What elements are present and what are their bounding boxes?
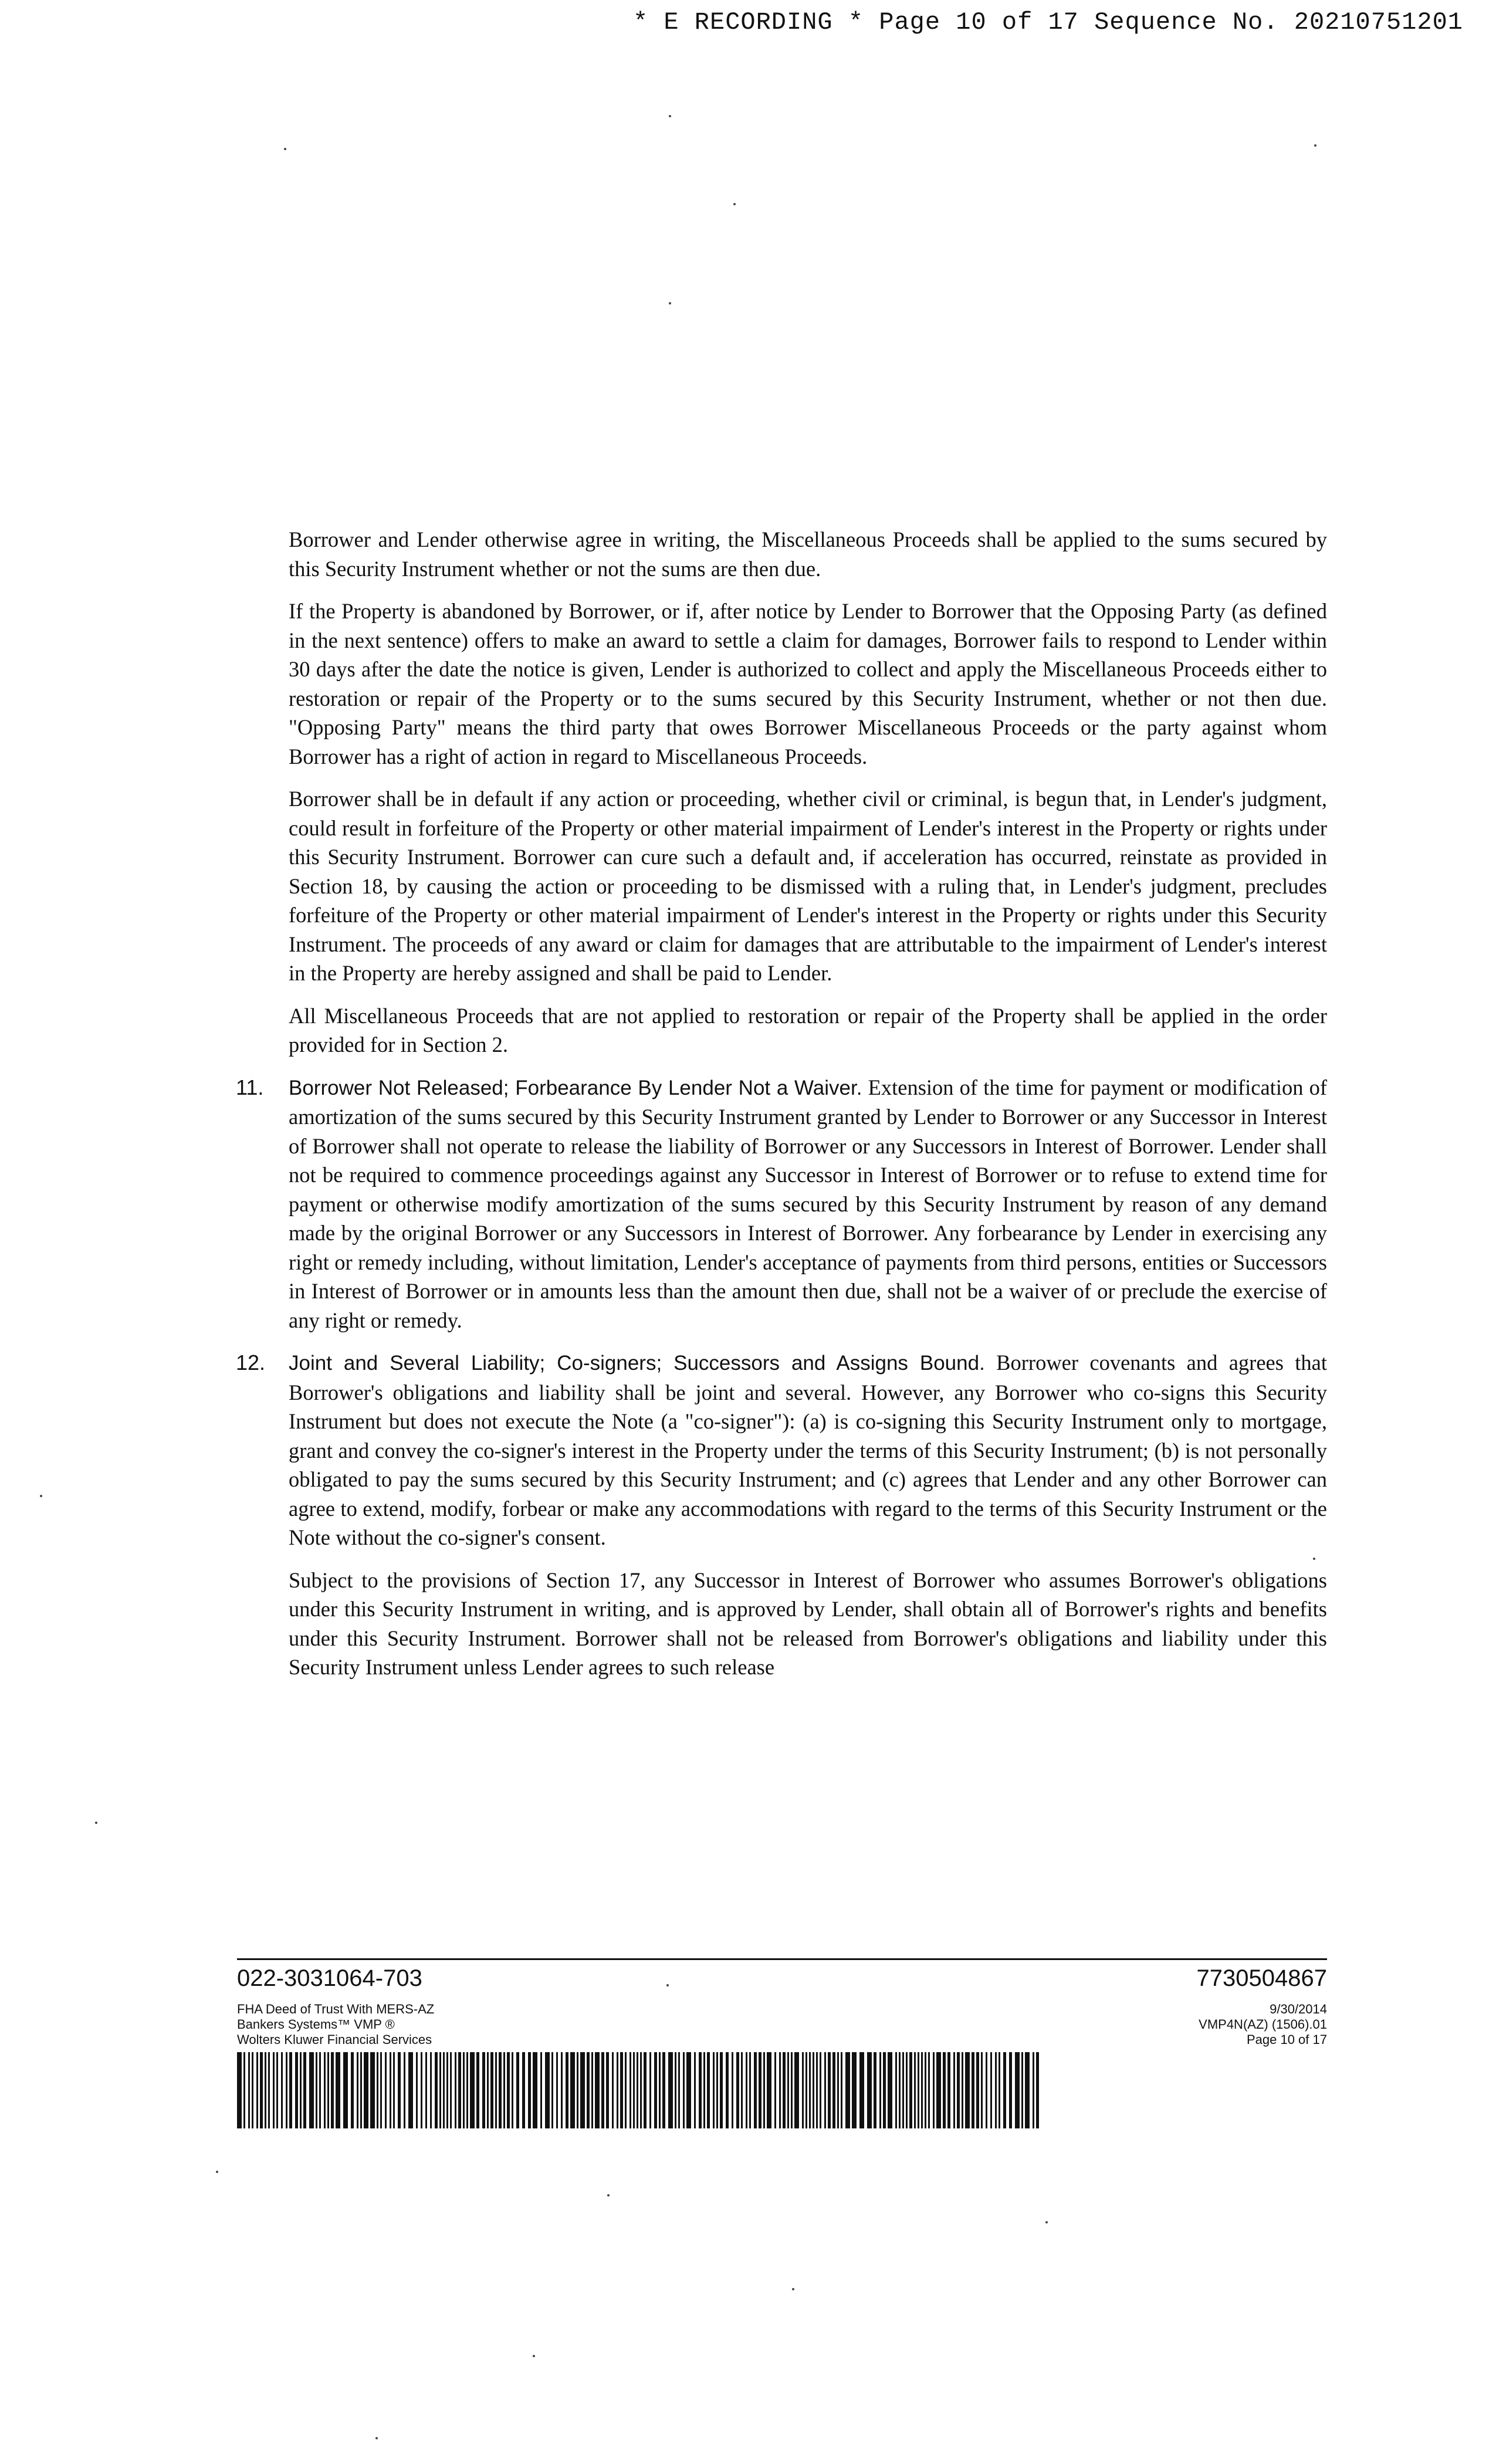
barcode-bar <box>495 2052 497 2128</box>
barcode-bar <box>962 2052 963 2128</box>
barcode-bar <box>580 2052 585 2128</box>
barcode-bar <box>243 2052 245 2128</box>
barcode-bar <box>591 2052 593 2128</box>
loan-number-left: 022-3031064-703 <box>237 1965 422 1991</box>
barcode-bar <box>430 2052 432 2128</box>
scan-speck <box>95 1822 97 1824</box>
barcode-bar <box>499 2052 502 2128</box>
barcode-bar <box>398 2052 401 2128</box>
barcode-bar <box>981 2052 983 2128</box>
barcode-bar <box>933 2052 935 2128</box>
barcode-bar <box>260 2052 263 2128</box>
barcode-bar <box>791 2052 793 2128</box>
footer-divider <box>237 1958 1327 1960</box>
recording-header: * E RECORDING * Page 10 of 17 Sequence No. 20210751201 <box>632 8 1463 36</box>
scan-speck <box>533 2355 535 2357</box>
barcode-bar <box>683 2052 685 2128</box>
barcode-bar <box>470 2052 475 2128</box>
barcode-bar <box>268 2052 270 2128</box>
barcode-bar <box>252 2052 253 2128</box>
barcode-bar <box>874 2052 876 2128</box>
barcode-bar <box>606 2052 609 2128</box>
barcode-bar <box>741 2052 743 2128</box>
barcode-bar <box>237 2052 242 2128</box>
scan-speck <box>669 115 671 117</box>
barcode-bar <box>458 2052 461 2128</box>
form-page-number: Page 10 of 17 <box>1246 2032 1327 2047</box>
barcode-bar <box>1025 2052 1030 2128</box>
barcode-bar <box>248 2052 250 2128</box>
barcode-bar <box>316 2052 317 2128</box>
document-body <box>236 525 1328 1695</box>
barcode-bar <box>1036 2052 1039 2128</box>
barcode-bar <box>1033 2052 1034 2128</box>
paragraph-property-abandoned: If the Property is abandoned by Borrower, or if, after notice by Lender to Borrower that the Opposing Party (as defined in the next sentence) offers to make an award to settle a claim for damages, Borrower fails to respond to Lender within 30 days after the date the notice is given, Lender is authorized to collect and apply the Miscellaneous Proceeds either to restoration or repair of the Property or to the sums secured by this Security Instrument, whether or not then due. "Opposing Party" means the third party that owes Borrower Miscellaneous Proceeds or the party against whom Borrower has a right of action in regard to Miscellaneous Proceeds. <box>289 599 1327 769</box>
barcode-bar <box>273 2052 275 2128</box>
barcode-bar <box>832 2052 835 2128</box>
form-identification <box>237 2002 434 2047</box>
barcode-bar <box>703 2052 705 2128</box>
scan-speck <box>375 2437 378 2439</box>
barcode-bar <box>309 2052 314 2128</box>
barcode-bar <box>487 2052 489 2128</box>
barcode-bar <box>841 2052 842 2128</box>
barcode-bar <box>637 2052 638 2128</box>
form-company: Wolters Kluwer Financial Services <box>237 2032 432 2047</box>
loan-number-right: 7730504867 <box>1196 1965 1327 1991</box>
barcode-bar <box>533 2052 537 2128</box>
barcode-bar <box>370 2052 375 2128</box>
barcode-bar <box>617 2052 618 2128</box>
barcode-bar <box>707 2052 710 2128</box>
barcode-bar <box>883 2052 886 2128</box>
barcode-bar <box>906 2052 908 2128</box>
scan-speck <box>40 1495 42 1497</box>
barcode-bar <box>947 2052 950 2128</box>
barcode-bar <box>649 2052 651 2128</box>
barcode-bar <box>476 2052 479 2128</box>
paragraph-borrower-default: Borrower shall be in default if any action or proceeding, whether civil or criminal, is begun that, in Lender's judgment, could result in forfeiture of the Property or other material impairment of Lender's interest in the Property or rights under this Security Instrument. Borrower can cure such a default and, if acceleration has occurred, reinstate as provided in Section 18, by causing the action or proceeding to be dismissed with a ruling that, in Lender's judgment, precludes forfeiture of the Property or other material impairment of Lender's interest in the Property or rights under this Security Instrument. The proceeds of any award or claim for damages that are attributable to the impairment of Lender's interest in the Property are hereby assigned and shall be paid to Lender. <box>289 787 1327 985</box>
barcode-bar <box>620 2052 623 2128</box>
barcode-bar <box>678 2052 680 2128</box>
barcode-bar <box>587 2052 590 2128</box>
barcode-bar <box>783 2052 786 2128</box>
barcode-bar <box>286 2052 287 2128</box>
barcode-bar <box>435 2052 438 2128</box>
barcode-bar <box>566 2052 568 2128</box>
scan-speck <box>607 2194 610 2196</box>
barcode-bar <box>351 2052 354 2128</box>
barcode-bar <box>816 2052 818 2128</box>
scan-speck <box>792 2288 794 2290</box>
barcode-bar <box>522 2052 525 2128</box>
section-12-heading: Joint and Several Liability; Co-signers; Successors and Assigns Bound. <box>289 1352 985 1375</box>
barcode-bar <box>377 2052 378 2128</box>
barcode-bar <box>443 2052 445 2128</box>
barcode-bar <box>675 2052 676 2128</box>
barcode-bar <box>918 2052 919 2128</box>
barcode-bar <box>936 2052 941 2128</box>
barcode-bar <box>813 2052 814 2128</box>
barcode-bar <box>867 2052 872 2128</box>
section-12-text: Borrower covenants and agrees that Borrower's obligations and liability shall be joint and several. However, any Borrower who co-signs this Security Instrument but does not execute the Note (a "co-signer"): (a) is co-signing this Security Instrument only to mortgage, grant and convey the co-signer's interest in the Property under the terms of this Security Instrument; (b) is not personally obligated to pay the sums secured by this Security Instrument; and (c) agrees that Lender and any other Borrower can agree to extend, modify, forbear or make any accommodations with regard to the terms of this Security Instrument or the Note without the co-signer's consent. <box>289 1351 1328 1549</box>
barcode-bar <box>965 2052 970 2128</box>
barcode-bar <box>859 2052 864 2128</box>
barcode-bar <box>360 2052 362 2128</box>
barcode-bar <box>774 2052 776 2128</box>
barcode-bar <box>625 2052 627 2128</box>
barcode-bar <box>694 2052 696 2128</box>
barcode-bar <box>528 2052 531 2128</box>
barcode-bar <box>561 2052 563 2128</box>
scan-speck <box>666 1984 669 1986</box>
barcode-bar <box>716 2052 718 2128</box>
barcode-bar <box>385 2052 387 2128</box>
barcode-bar <box>732 2052 733 2128</box>
barcode-bar <box>331 2052 334 2128</box>
barcode-bar <box>490 2052 493 2128</box>
barcode-bar <box>802 2052 804 2128</box>
barcode-bar <box>668 2052 673 2128</box>
barcode-bar <box>943 2052 946 2128</box>
barcode-bar <box>713 2052 715 2128</box>
barcode-bar <box>957 2052 960 2128</box>
barcode-bar <box>425 2052 427 2128</box>
barcode-bar <box>343 2052 348 2128</box>
barcode-bar <box>416 2052 418 2128</box>
barcode-bar <box>828 2052 831 2128</box>
barcode-bar <box>516 2052 519 2128</box>
barcode-bar <box>794 2052 799 2128</box>
barcode-bar <box>276 2052 278 2128</box>
barcode-bar <box>754 2052 757 2128</box>
barcode-bar <box>482 2052 485 2128</box>
barcode-bar <box>633 2052 635 2128</box>
barcode-bar <box>256 2052 258 2128</box>
barcode-bar <box>455 2052 456 2128</box>
barcode-bar <box>390 2052 391 2128</box>
barcode-bar <box>736 2052 739 2128</box>
barcode-bar <box>577 2052 578 2128</box>
barcode-bar <box>601 2052 604 2128</box>
barcode-bar <box>902 2052 904 2128</box>
barcode-bar <box>779 2052 781 2128</box>
scan-speck <box>216 2171 218 2173</box>
barcode-bar <box>595 2052 600 2128</box>
paragraph-proceeds-applied: Borrower and Lender otherwise agree in writing, the Miscellaneous Proceeds shall be applied to the sums secured by this Security Instrument whether or not the sums are then due. <box>289 527 1327 581</box>
barcode-bar <box>914 2052 916 2128</box>
barcode-bar <box>393 2052 395 2128</box>
barcode-bar <box>726 2052 729 2128</box>
barcode-bar <box>820 2052 821 2128</box>
barcode-bar <box>319 2052 321 2128</box>
scan-speck <box>1313 1558 1315 1560</box>
barcode-bar <box>295 2052 298 2128</box>
barcode-bar <box>1021 2052 1023 2128</box>
barcode-bar <box>720 2052 723 2128</box>
barcode-bar <box>899 2052 901 2128</box>
barcode-bar <box>805 2052 807 2128</box>
barcode-bar <box>699 2052 702 2128</box>
barcode-bar <box>281 2052 283 2128</box>
barcode-bar <box>763 2052 765 2128</box>
barcode-bar <box>289 2052 292 2128</box>
barcode-bar <box>644 2052 647 2128</box>
barcode-bar <box>1009 2052 1012 2128</box>
barcode-bar <box>809 2052 811 2128</box>
barcode-bar <box>466 2052 468 2128</box>
barcode-bar <box>380 2052 382 2128</box>
paragraph-miscellaneous-proceeds: All Miscellaneous Proceeds that are not applied to restoration or repair of the Property shall be applied in the order provided for in Section 2. <box>289 1003 1327 1057</box>
barcode-bar <box>1003 2052 1006 2128</box>
barcode-bar <box>512 2052 513 2128</box>
barcode-bar <box>570 2052 575 2128</box>
barcode-bar <box>990 2052 992 2128</box>
barcode-bar <box>556 2052 558 2128</box>
barcode-bar <box>540 2052 542 2128</box>
barcode-bar <box>746 2052 747 2128</box>
barcode-bar <box>327 2052 329 2128</box>
barcode-bar <box>845 2052 850 2128</box>
barcode-bar <box>357 2052 358 2128</box>
barcode-bar <box>629 2052 631 2128</box>
barcode-bar <box>265 2052 266 2128</box>
form-details <box>1199 2002 1327 2047</box>
form-publisher: Bankers Systems™ VMP ® <box>237 2017 395 2032</box>
barcode-bar <box>953 2052 955 2128</box>
barcode-bar <box>507 2052 510 2128</box>
barcode-bar <box>995 2052 997 2128</box>
barcode-bar <box>640 2052 642 2128</box>
barcode-bar <box>986 2052 987 2128</box>
barcode-bar <box>659 2052 661 2128</box>
barcode-bar <box>879 2052 881 2128</box>
barcode-bar <box>972 2052 974 2128</box>
barcode-bar <box>976 2052 979 2128</box>
barcode-bar <box>852 2052 857 2128</box>
section-12-paragraph-2: Subject to the provisions of Section 17, any Successor in Interest of Borrower who assumes Borrower's obligations under this Security Instrument in writing, and is approved by Lender, shall obtain all of Borrower's rights and benefits under this Security Instrument. Borrower shall not be released from Borrower's obligations and liability under this Security Instrument unless Lender agrees to such release <box>289 1568 1327 1679</box>
barcode-bar <box>503 2052 505 2128</box>
barcode-bar <box>545 2052 550 2128</box>
barcode-bar <box>404 2052 405 2128</box>
barcode-bar <box>336 2052 340 2128</box>
barcode-bar <box>324 2052 326 2128</box>
barcode-bar <box>909 2052 912 2128</box>
barcode-bar <box>439 2052 441 2128</box>
barcode-bar <box>662 2052 665 2128</box>
barcode-bar <box>421 2052 422 2128</box>
section-12 <box>236 1348 1328 1682</box>
barcode-bar <box>450 2052 452 2128</box>
barcode-bar <box>408 2052 413 2128</box>
section-11-text: Extension of the time for payment or modification of amortization of the sums secured by this Security Instrument granted by Lender to Borrower or any Successor in Interest of Borrower shall not operate to release the liability of Borrower or any Successors in Interest of Borrower. Lender shall not be required to commence proceedings against any Successor in Interest of Borrower or to refuse to extend time for payment or otherwise modify amortization of the sums secured by this Security Instrument by reason of any demand made by the original Borrower or any Successors in Interest of Borrower. Any forbearance by Lender in exercising any right or remedy including, without limitation, Lender's acceptance of payments from third persons, entities or Successors in Interest of Borrower or in amounts less than the amount then due, shall not be a waiver of or preclude the exercise of any right or remedy. <box>289 1075 1327 1332</box>
barcode-bar <box>300 2052 302 2128</box>
scan-speck <box>1314 144 1316 147</box>
barcode-bar <box>686 2052 691 2128</box>
scan-speck <box>284 148 286 150</box>
barcode-bar <box>551 2052 553 2128</box>
scan-speck <box>1045 2221 1048 2223</box>
barcode-bar <box>787 2052 789 2128</box>
barcode-bar <box>928 2052 930 2128</box>
barcode-bar <box>824 2052 826 2128</box>
barcode-bar <box>895 2052 897 2128</box>
form-date: 9/30/2014 <box>1270 2002 1327 2016</box>
barcode-bar <box>759 2052 761 2128</box>
barcode-bar <box>303 2052 306 2128</box>
barcode-bar <box>921 2052 923 2128</box>
section-11 <box>236 1073 1327 1335</box>
section-12-number: 12. <box>236 1351 266 1375</box>
section-11-heading: Borrower Not Released; Forbearance By Lender Not a Waiver. <box>289 1076 862 1099</box>
scan-speck <box>669 302 671 304</box>
barcode-bar <box>654 2052 657 2128</box>
barcode-bar <box>364 2052 368 2128</box>
barcode-bar <box>1015 2052 1020 2128</box>
scan-speck <box>733 203 736 205</box>
section-11-number: 11. <box>236 1075 264 1099</box>
form-code: VMP4N(AZ) (1506).01 <box>1199 2017 1327 2032</box>
barcode-bar <box>925 2052 926 2128</box>
barcode-bar <box>888 2052 892 2128</box>
barcode-bar <box>767 2052 771 2128</box>
barcode-bar <box>612 2052 614 2128</box>
barcode <box>237 2052 1047 2128</box>
barcode-bar <box>999 2052 1000 2128</box>
form-title: FHA Deed of Trust With MERS-AZ <box>237 2002 435 2016</box>
barcode-bar <box>837 2052 839 2128</box>
barcode-bar <box>446 2052 448 2128</box>
barcode-bar <box>463 2052 465 2128</box>
barcode-bar <box>749 2052 751 2128</box>
